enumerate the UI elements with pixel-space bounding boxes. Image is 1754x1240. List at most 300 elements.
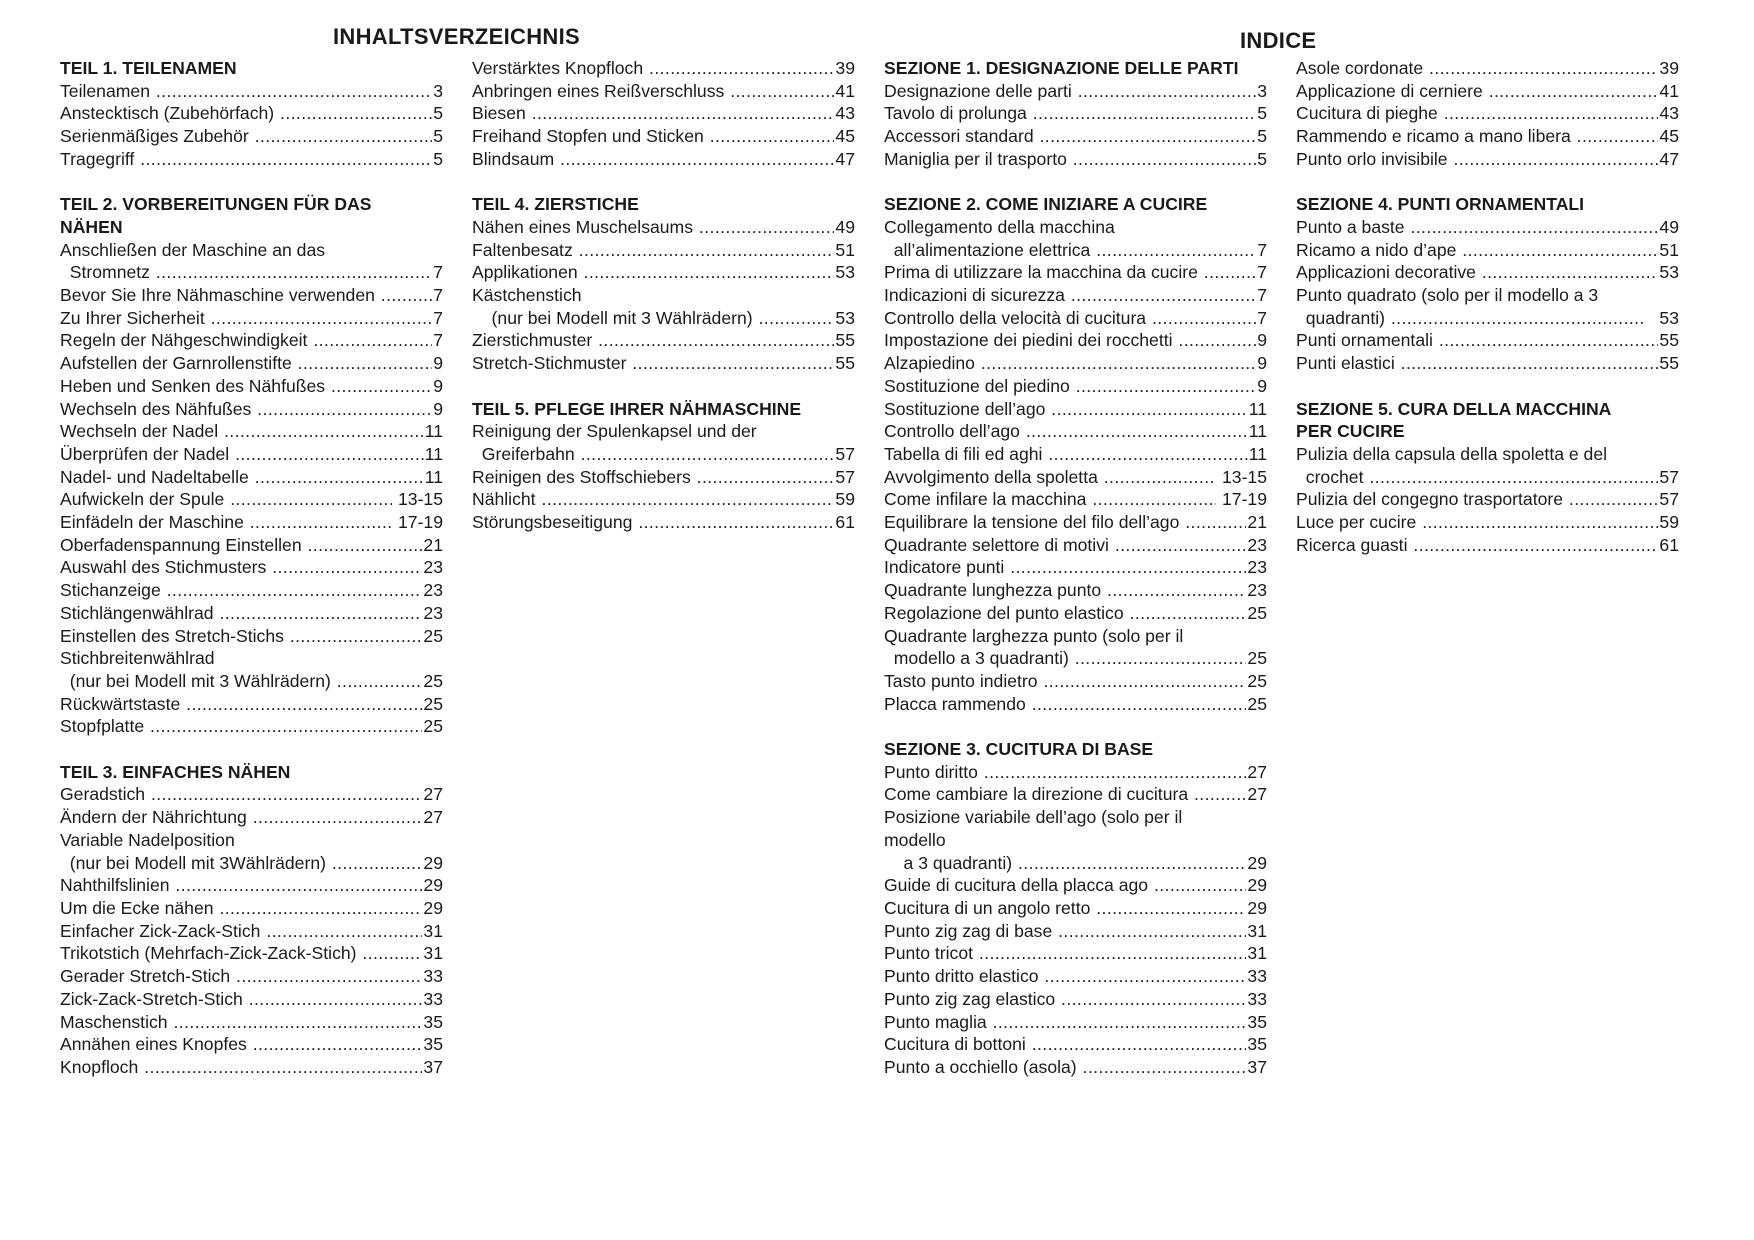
toc-entry <box>60 670 443 693</box>
toc-page-number: 11 <box>424 443 443 464</box>
dot-leader <box>250 511 392 534</box>
toc-entry <box>884 102 1267 125</box>
dot-leader <box>1051 398 1247 421</box>
dot-leader <box>1107 579 1246 602</box>
dot-leader <box>1569 488 1659 511</box>
dot-leader <box>253 1033 423 1056</box>
dot-leader <box>255 125 433 148</box>
toc-entry-title: Applicazione di cerniere <box>1296 80 1488 101</box>
dot-leader <box>1410 216 1658 239</box>
dot-leader <box>1096 239 1256 262</box>
dot-leader <box>1044 965 1246 988</box>
dot-leader <box>1429 57 1658 80</box>
dot-leader <box>144 1056 422 1079</box>
toc-page-number: 25 <box>423 670 443 691</box>
dot-leader <box>219 897 422 920</box>
toc-page-number: 9 <box>433 375 443 396</box>
section-heading: TEIL 4. ZIERSTICHE <box>472 194 639 215</box>
toc-entry <box>60 783 443 806</box>
toc-entry-title: Geradstich <box>60 784 150 805</box>
section-heading: PER CUCIRE <box>1296 421 1405 442</box>
dot-leader <box>993 1011 1247 1034</box>
toc-entry-title: (nur bei Modell mit 3 Wählrädern) <box>472 307 758 328</box>
toc-page-number: 49 <box>835 216 855 237</box>
toc-entry-title: Serienmäßiges Zubehör <box>60 126 254 147</box>
toc-entry <box>884 352 1267 375</box>
toc-entry-title: Pulizia del congegno trasportatore <box>1296 489 1568 510</box>
section-spacer <box>884 715 1267 738</box>
toc-page-number: 27 <box>423 807 443 828</box>
toc-page-number: 17-19 <box>1217 489 1267 510</box>
toc-entry <box>60 1056 443 1079</box>
dot-leader <box>236 965 422 988</box>
toc-page-number: 47 <box>1659 148 1679 169</box>
toc-entry <box>60 466 443 489</box>
dot-leader <box>1076 375 1256 398</box>
toc-page-number: 41 <box>835 80 855 101</box>
dot-leader <box>1096 897 1246 920</box>
toc-entry-title: Stromnetz <box>60 262 155 283</box>
section-spacer <box>472 171 855 194</box>
toc-entry-title: Luce per cucire <box>1296 512 1422 533</box>
toc-page-number: 29 <box>423 852 443 873</box>
toc-page-number: 7 <box>1257 262 1267 283</box>
toc-entry-title: Maniglia per il trasporto <box>884 148 1072 169</box>
toc-entry-title: Bevor Sie Ihre Nähmaschine verwenden <box>60 285 380 306</box>
toc-entry <box>884 761 1267 784</box>
toc-entry-title: Punto zig zag elastico <box>884 988 1061 1009</box>
dot-leader <box>1178 329 1256 352</box>
toc-entry-title: Controllo della velocità di cucitura <box>884 307 1151 328</box>
toc-entry-title: Faltenbesatz <box>472 239 578 260</box>
toc-page-number: 57 <box>835 443 855 464</box>
toc-entry-title: Punto tricot <box>884 943 978 964</box>
dot-leader <box>151 783 422 806</box>
toc-entry-title: Tavolo di prolunga <box>884 103 1032 124</box>
toc-entry <box>884 284 1267 307</box>
toc-entry <box>884 942 1267 965</box>
toc-entry-title: Wechseln der Nadel <box>60 421 223 442</box>
toc-entry <box>60 625 443 648</box>
toc-page-number: 25 <box>423 693 443 714</box>
toc-page-number: 59 <box>1659 512 1679 533</box>
toc-page-number: 57 <box>1659 489 1679 510</box>
section-spacer <box>60 738 443 761</box>
toc-entry-text: Quadrante larghezza punto (solo per il <box>884 625 1184 646</box>
toc-page-number: 43 <box>1659 103 1679 124</box>
dot-leader <box>156 80 432 103</box>
toc-entry <box>60 375 443 398</box>
toc-entry <box>884 534 1267 557</box>
toc-entry-title: Guide di cucitura della placca ago <box>884 875 1153 896</box>
toc-entry-title: Knopfloch <box>60 1056 144 1077</box>
toc-entry-title: Greiferbahn <box>472 443 580 464</box>
toc-page-number: 31 <box>423 920 443 941</box>
toc-column-italian-2 <box>1296 57 1679 556</box>
toc-entry-title: Rammendo e ricamo a mano libera <box>1296 126 1576 147</box>
toc-page-number: 29 <box>423 875 443 896</box>
toc-entry-title: Punto a baste <box>1296 216 1410 237</box>
dot-leader <box>381 284 432 307</box>
dot-leader <box>1018 852 1246 875</box>
dot-leader <box>230 488 392 511</box>
toc-entry <box>884 148 1267 171</box>
toc-page-number: 55 <box>1659 353 1679 374</box>
toc-page-number: 59 <box>835 489 855 510</box>
toc-entry-title: Asole cordonate <box>1296 58 1429 78</box>
toc-page-number: 39 <box>1659 58 1679 78</box>
toc-page-number: 23 <box>423 602 443 623</box>
toc-page-number: 31 <box>423 943 443 964</box>
toc-column-italian-1 <box>884 57 1267 1079</box>
toc-entry-title: Heben und Senken des Nähfußes <box>60 375 330 396</box>
dot-leader <box>150 715 422 738</box>
dot-leader <box>1577 125 1659 148</box>
toc-column-german-2 <box>472 57 855 534</box>
toc-page-number: 5 <box>433 126 443 147</box>
toc-entry-title: Freihand Stopfen und Sticken <box>472 126 709 147</box>
toc-page-number: 29 <box>423 897 443 918</box>
toc-page-number: 25 <box>1247 670 1267 691</box>
toc-page-number: 53 <box>1644 307 1679 328</box>
dot-leader <box>560 148 834 171</box>
toc-entry-title: Punti ornamentali <box>1296 330 1438 351</box>
toc-page-number: 5 <box>1257 148 1267 169</box>
toc-page-number: 51 <box>1659 239 1679 260</box>
dot-leader <box>1185 511 1246 534</box>
toc-page-number: 45 <box>835 126 855 147</box>
toc-page-number: 47 <box>835 148 855 169</box>
toc-page-number: 35 <box>1247 1011 1267 1032</box>
toc-entry <box>472 148 855 171</box>
toc-entry <box>1296 511 1679 534</box>
dot-leader <box>173 1011 422 1034</box>
dot-leader <box>699 216 835 239</box>
dot-leader <box>1439 329 1659 352</box>
toc-column-german-1 <box>60 57 443 1079</box>
toc-entry <box>472 466 855 489</box>
toc-entry <box>60 443 443 466</box>
toc-entry-title: Punto a occhiello (asola) <box>884 1056 1082 1077</box>
toc-page-number: 25 <box>423 625 443 646</box>
section-heading: TEIL 5. PFLEGE IHRER NÄHMASCHINE <box>472 398 802 419</box>
toc-page-number: 35 <box>1247 1034 1267 1055</box>
toc-entry-title: Avvolgimento della spoletta <box>884 466 1103 487</box>
toc-page-number: 55 <box>835 353 855 374</box>
toc-entry-title: Stopfplatte <box>60 716 150 737</box>
toc-entry-title: Überprüfen der Nadel <box>60 443 235 464</box>
dot-leader <box>649 57 834 80</box>
toc-entry-title: Cucitura di bottoni <box>884 1034 1031 1055</box>
toc-page-number: 9 <box>1257 353 1267 374</box>
toc-page-number: 57 <box>835 466 855 487</box>
toc-entry <box>60 965 443 988</box>
toc-entry <box>1296 329 1679 352</box>
toc-entry <box>60 329 443 352</box>
toc-entry <box>60 556 443 579</box>
section-spacer <box>1296 171 1679 194</box>
toc-entry-title: Tasto punto indietro <box>884 670 1043 691</box>
dot-leader <box>759 307 835 330</box>
toc-entry-title: Come cambiare la direzione di cucitura <box>884 784 1194 805</box>
toc-page-number: 23 <box>423 580 443 601</box>
section-spacer <box>472 375 855 398</box>
toc-entry-title: Störungsbeseitigung <box>472 512 638 533</box>
toc-page-number: 61 <box>835 512 855 533</box>
toc-page-number: 49 <box>1659 216 1679 237</box>
toc-entry-title: crochet <box>1296 466 1369 487</box>
toc-entry <box>60 80 443 103</box>
toc-entry-title: Alzapiedino <box>884 353 980 374</box>
toc-entry <box>60 874 443 897</box>
toc-page-number: 55 <box>835 330 855 351</box>
dot-leader <box>235 443 424 466</box>
dot-leader <box>1048 443 1247 466</box>
dot-leader <box>1391 307 1644 330</box>
toc-entry <box>1296 239 1679 262</box>
toc-entry-title: modello a 3 quadranti) <box>884 648 1074 669</box>
toc-entry-title: Placca rammendo <box>884 693 1031 714</box>
toc-entry <box>884 125 1267 148</box>
toc-entry <box>60 693 443 716</box>
toc-entry <box>60 897 443 920</box>
dot-leader <box>584 261 835 284</box>
dot-leader <box>638 511 834 534</box>
dot-leader <box>1369 466 1658 489</box>
dot-leader <box>298 352 433 375</box>
toc-entry <box>60 284 443 307</box>
dot-leader <box>984 761 1247 784</box>
toc-page-number: 25 <box>1247 648 1267 669</box>
toc-entry-title: Zierstichmuster <box>472 330 598 351</box>
toc-page-number: 11 <box>1248 443 1267 464</box>
dot-leader <box>532 102 835 125</box>
toc-entry <box>1296 102 1679 125</box>
toc-entry-title: Zick-Zack-Stretch-Stich <box>60 988 248 1009</box>
dot-leader <box>1152 307 1256 330</box>
toc-entry <box>1296 307 1679 330</box>
dot-leader <box>1194 783 1246 806</box>
toc-page-number: 35 <box>423 1034 443 1055</box>
toc-entry <box>884 897 1267 920</box>
toc-entry <box>1296 352 1679 375</box>
dot-leader <box>140 148 432 171</box>
toc-page-number: 41 <box>1659 80 1679 101</box>
toc-entry-title: Oberfadenspannung Einstellen <box>60 534 307 555</box>
toc-entry-title: Punto maglia <box>884 1011 992 1032</box>
toc-entry <box>1296 125 1679 148</box>
toc-entry <box>884 307 1267 330</box>
toc-page-number: 27 <box>1247 761 1267 782</box>
toc-entry <box>884 375 1267 398</box>
toc-page-number: 5 <box>1257 103 1267 124</box>
toc-entry-title: Teilenamen <box>60 80 155 101</box>
toc-page-number: 7 <box>1257 239 1267 260</box>
toc-entry-title: Prima di utilizzare la macchina da cucire <box>884 262 1203 283</box>
toc-entry <box>1296 261 1679 284</box>
toc-entry-title: Regeln der Nähgeschwindigkeit <box>60 330 313 351</box>
toc-entry <box>472 216 855 239</box>
toc-entry <box>884 443 1267 466</box>
toc-entry <box>1296 216 1679 239</box>
toc-page-number: 55 <box>1659 330 1679 351</box>
toc-entry <box>884 693 1267 716</box>
dot-leader <box>211 307 433 330</box>
dot-leader <box>1462 239 1658 262</box>
dot-leader <box>1032 693 1247 716</box>
dot-leader <box>255 466 424 489</box>
toc-entry-title: Einfädeln der Maschine <box>60 512 249 533</box>
dot-leader <box>362 942 422 965</box>
toc-entry-title: Um die Ecke nähen <box>60 897 219 918</box>
section-heading: SEZIONE 4. PUNTI ORNAMENTALI <box>1296 194 1585 215</box>
toc-entry <box>884 488 1267 511</box>
dot-leader <box>598 329 834 352</box>
toc-entry <box>884 1056 1267 1079</box>
toc-entry-title: Tragegriff <box>60 148 140 169</box>
toc-entry-title: Come infilare la macchina <box>884 489 1092 510</box>
section-heading: SEZIONE 1. DESIGNAZIONE DELLE PARTI <box>884 58 1239 78</box>
dot-leader <box>1104 466 1216 489</box>
toc-entry <box>884 466 1267 489</box>
toc-entry <box>1296 534 1679 557</box>
toc-entry-text: Collegamento della macchina <box>884 216 1115 237</box>
toc-page-number: 11 <box>424 421 443 442</box>
dot-leader <box>331 375 432 398</box>
toc-entry-title: Verstärktes Knopfloch <box>472 58 649 78</box>
toc-page-number: 31 <box>1247 920 1267 941</box>
toc-entry-title: Controllo dell’ago <box>884 421 1025 442</box>
toc-entry <box>60 261 443 284</box>
dot-leader <box>581 443 835 466</box>
toc-entry <box>472 443 855 466</box>
dot-leader <box>290 625 423 648</box>
toc-page-number: 7 <box>433 285 443 306</box>
dot-leader <box>1075 647 1247 670</box>
toc-page-number: 31 <box>1247 943 1267 964</box>
toc-page-number: 17-19 <box>393 512 443 533</box>
toc-page-number: 3 <box>433 80 443 101</box>
section-heading: TEIL 2. VORBEREITUNGEN FÜR DAS <box>60 194 372 215</box>
dot-leader <box>1482 261 1659 284</box>
dot-leader <box>1401 352 1659 375</box>
toc-entry-title: Maschenstich <box>60 1011 173 1032</box>
toc-entry <box>472 307 855 330</box>
toc-page-number: 3 <box>1257 80 1267 101</box>
toc-entry-title: Tabella di fili ed aghi <box>884 443 1048 464</box>
dot-leader <box>1444 102 1659 125</box>
toc-entry <box>884 420 1267 443</box>
toc-entry <box>472 329 855 352</box>
toc-entry <box>884 80 1267 103</box>
toc-entry-title: Nadel- und Nadeltabelle <box>60 466 254 487</box>
dot-leader <box>1092 488 1216 511</box>
toc-page-number: 57 <box>1659 466 1679 487</box>
dot-leader <box>1204 261 1256 284</box>
toc-entry-text: Pulizia della capsula della spoletta e del <box>1296 443 1608 464</box>
dot-leader <box>1033 102 1257 125</box>
toc-entry-text: Punto quadrato (solo per il modello a 3 <box>1296 285 1599 306</box>
dot-leader <box>308 534 423 557</box>
toc-entry <box>472 239 855 262</box>
section-spacer <box>60 171 443 194</box>
toc-entry-text: modello <box>884 829 946 850</box>
toc-entry-title: Stichanzeige <box>60 580 166 601</box>
dot-leader <box>1453 148 1658 171</box>
dot-leader <box>710 125 835 148</box>
dot-leader <box>981 352 1256 375</box>
dot-leader <box>253 806 423 829</box>
toc-page-number: 21 <box>423 534 443 555</box>
toc-entry-text: Posizione variabile dell’ago (solo per il <box>884 807 1183 828</box>
toc-page-number: 23 <box>423 557 443 578</box>
toc-page-number: 13-15 <box>393 489 443 510</box>
toc-page-number: 35 <box>423 1011 443 1032</box>
toc-entry-title: Einstellen des Stretch-Stichs <box>60 625 289 646</box>
toc-entry <box>60 1011 443 1034</box>
toc-entry <box>472 511 855 534</box>
toc-entry <box>884 398 1267 421</box>
toc-entry <box>60 806 443 829</box>
toc-entry-title: Punti elastici <box>1296 353 1400 374</box>
toc-entry-title: Trikotstich (Mehrfach-Zick-Zack-Stich) <box>60 943 362 964</box>
dot-leader <box>1026 420 1248 443</box>
toc-entry-text: Anschließen der Maschine an das <box>60 239 326 260</box>
toc-entry-title: Applicazioni decorative <box>1296 262 1481 283</box>
dot-leader <box>1061 988 1246 1011</box>
toc-entry <box>60 534 443 557</box>
toc-entry-title: Zu Ihrer Sicherheit <box>60 307 210 328</box>
toc-entry-title: Aufwickeln der Spule <box>60 489 230 510</box>
toc-entry-title: Stichlängenwählrad <box>60 602 219 623</box>
toc-entry-title: Indicazioni di sicurezza <box>884 285 1070 306</box>
toc-entry <box>884 579 1267 602</box>
toc-entry-title: Punto dritto elastico <box>884 966 1044 987</box>
toc-entry <box>60 125 443 148</box>
toc-page-number: 11 <box>424 466 443 487</box>
toc-entry-title: Nahthilfslinien <box>60 875 175 896</box>
toc-page-number: 9 <box>1257 375 1267 396</box>
dot-leader <box>1115 534 1247 557</box>
toc-entry-title: Punto orlo invisibile <box>1296 148 1453 169</box>
toc-entry <box>884 988 1267 1011</box>
toc-page-number: 5 <box>1257 126 1267 147</box>
toc-entry-title: Wechseln des Nähfußes <box>60 398 257 419</box>
toc-page-number: 23 <box>1247 534 1267 555</box>
toc-entry <box>884 602 1267 625</box>
section-heading: TEIL 1. TEILENAMEN <box>60 58 237 78</box>
toc-page-number: 9 <box>433 353 443 374</box>
toc-entry-title: Biesen <box>472 103 531 124</box>
title-indice: INDICE <box>1240 28 1317 53</box>
toc-page-number: 27 <box>423 784 443 805</box>
dot-leader <box>186 693 422 716</box>
toc-entry <box>472 102 855 125</box>
toc-entry-text: Variable Nadelposition <box>60 829 235 850</box>
toc-entry <box>1296 148 1679 171</box>
toc-page-number: 33 <box>1247 988 1267 1009</box>
toc-page-number: 9 <box>433 398 443 419</box>
toc-page-number: 13-15 <box>1217 466 1267 487</box>
toc-entry <box>472 352 855 375</box>
toc-page-number: 37 <box>423 1056 443 1077</box>
toc-page-number: 29 <box>1247 852 1267 873</box>
dot-leader <box>1083 1056 1247 1079</box>
toc-entry <box>884 920 1267 943</box>
toc-page-number: 25 <box>1247 693 1267 714</box>
toc-entry <box>60 148 443 171</box>
toc-entry-title: Auswahl des Stichmusters <box>60 557 272 578</box>
